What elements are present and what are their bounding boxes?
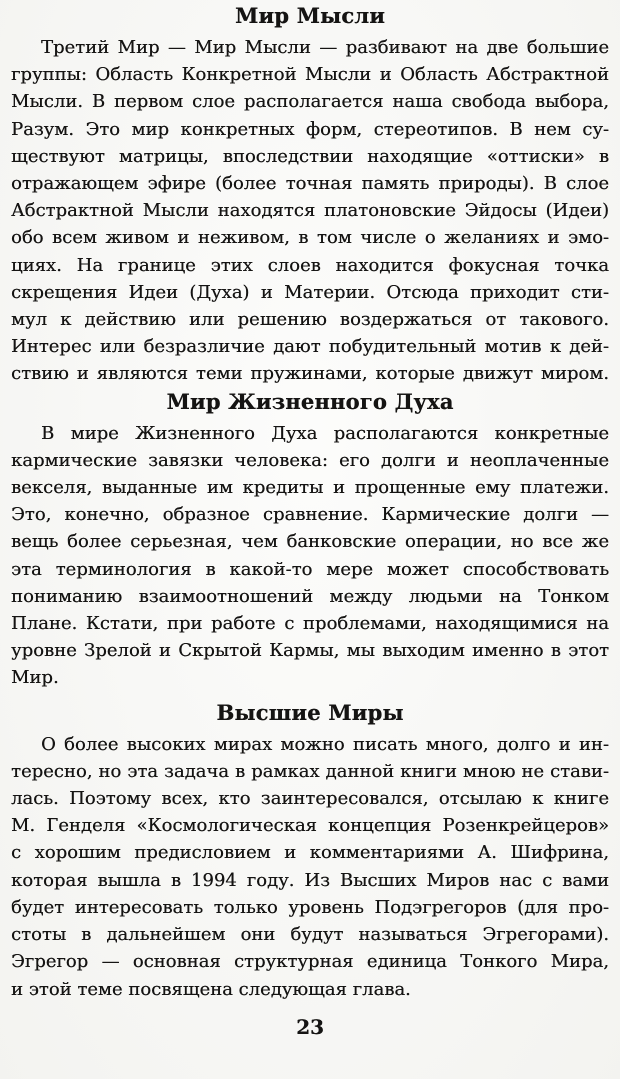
text-line: векселя, выданные им кредиты и прощенные ему платежи. — [11, 477, 609, 499]
text-line: скрещения Идеи (Духа) и Материи. Отсюда приходит сти- — [11, 281, 609, 303]
text-line: В мире Жизненного Духа располагаются конкретные — [41, 422, 609, 444]
text-line: пониманию взаимоотношений между людьми на Тонком — [11, 585, 609, 607]
section-heading-mir-zhiznennogo-dukha: Мир Жизненного Духа — [166, 388, 454, 414]
text-line: с хорошим предисловием и комментариями А. Шифрина, — [11, 842, 609, 864]
text-line: которая вышла в 1994 году. Из Высших Миров нас с вами — [11, 869, 609, 891]
text-line: О более высоких мирах можно писать много, долго и ин- — [41, 733, 609, 755]
section-heading-vysshie-miry: Высшие Миры — [216, 699, 404, 725]
section-heading-mir-mysli: Мир Мысли — [234, 3, 386, 28]
text-line: тересно, но эта задача в рамках данной книги мною не стави- — [11, 760, 609, 782]
paragraph — [11, 34, 609, 388]
text-line: М. Генделя «Космологическая концепция Розенкрейцеров» — [11, 815, 609, 837]
text-line: Это, конечно, образное сравнение. Кармические долги — — [11, 504, 609, 526]
text-line: Мысли. В первом слое располагается наша свобода выбора, — [11, 91, 609, 113]
text-line: и этой теме посвящена следующая глава. — [11, 978, 411, 1000]
text-line: вещь более серьезная, чем банковские операции, но все же — [11, 531, 609, 553]
paragraph — [11, 420, 609, 692]
text-line: будет интересовать только уровень Подэгрегоров (для про- — [11, 896, 609, 918]
text-line: ществуют матрицы, впоследствии находящие «оттиски» в — [11, 145, 609, 167]
paragraph — [11, 731, 609, 1003]
text-line: Третий Мир — Мир Мысли — разбивают на две большие — [41, 37, 609, 58]
text-line: обо всем живом и неживом, в том числе о желаниях и эмо- — [11, 227, 609, 249]
text-line: Интерес или безразличие дают побудительный мотив к дей- — [11, 336, 609, 358]
text-line: группы: Область Конкретной Мысли и Область Абстрактной — [11, 64, 609, 86]
text-line: кармические завязки человека: его долги и неоплаченные — [11, 449, 609, 471]
text-line: отражающем эфире (более точная память природы). В слое — [11, 173, 609, 195]
text-line: Плане. Кстати, при работе с проблемами, находящимися на — [11, 613, 609, 635]
text-line: эта терминология в какой-то мере может способствовать — [11, 558, 609, 580]
text-line: уровне Зрелой и Скрытой Кармы, мы выходим именно в этот — [11, 640, 609, 662]
text-line: Абстрактной Мысли находятся платоновские Эйдосы (Идеи) — [11, 200, 609, 222]
text-line: ствию и являются теми пружинами, которые движут миром. — [11, 363, 609, 385]
text-line: Мир. — [11, 667, 59, 689]
text-line: Эгрегор — основная структурная единица Тонкого Мира, — [11, 951, 609, 973]
text-line: циях. На границе этих слоев находится фокусная точка — [11, 254, 609, 276]
text-line: мул к действию или решению воздержаться от такового. — [11, 309, 609, 331]
text-line: стоты в дальнейшем они будут называться Эгрегорами). — [11, 924, 609, 946]
text-line: Разум. Это мир конкретных форм, стереотипов. В нем су- — [11, 118, 609, 140]
page-number: 23 — [296, 1014, 324, 1039]
text-line: лась. Поэтому всех, кто заинтересовался, отсылаю к книге — [11, 788, 609, 810]
